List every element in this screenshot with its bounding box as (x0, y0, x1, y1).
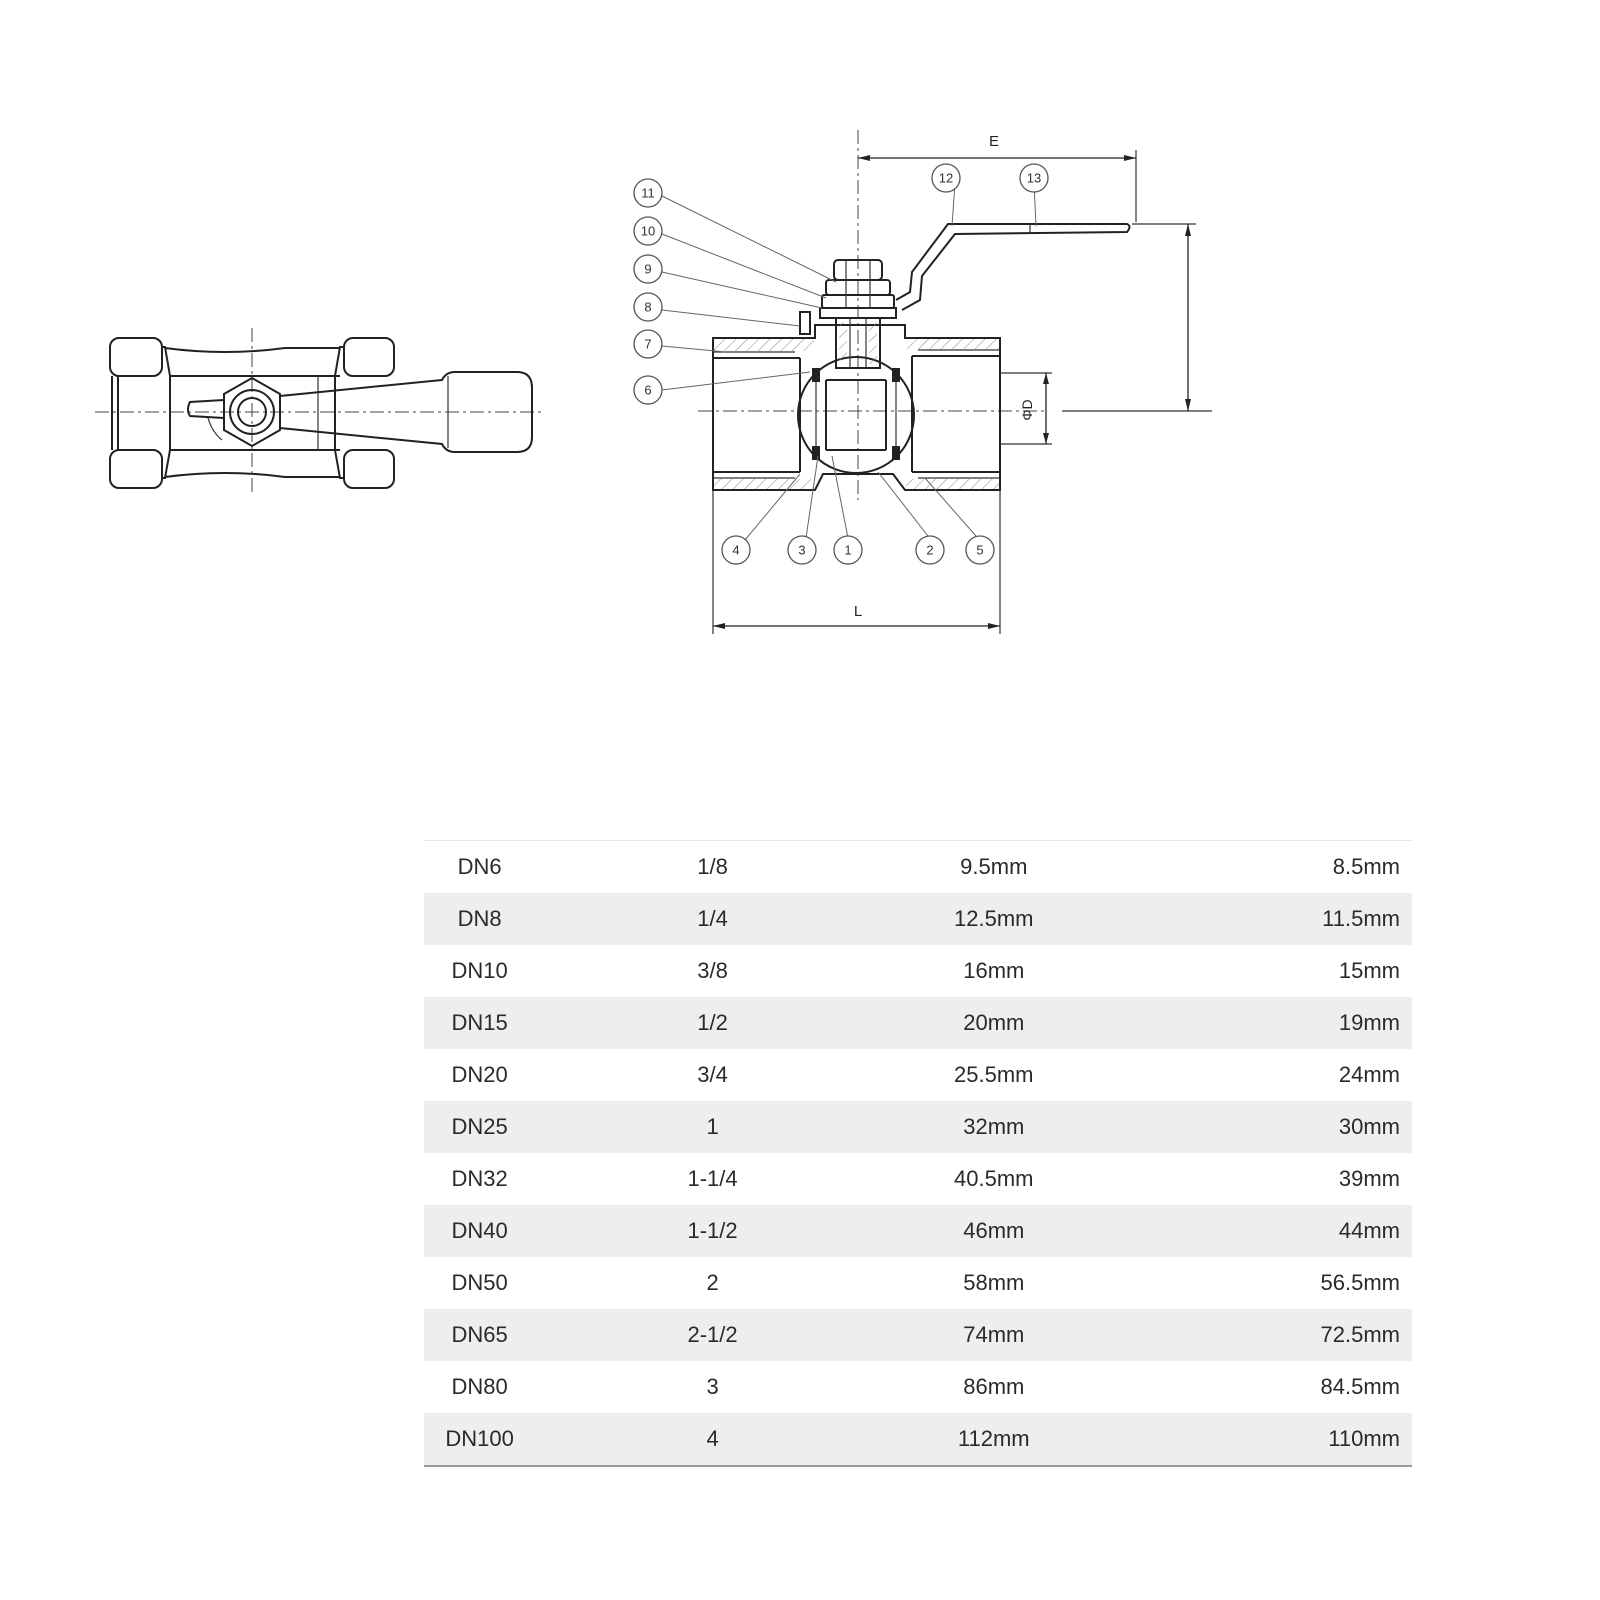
table-cell: 19mm (1098, 997, 1412, 1049)
svg-text:1: 1 (844, 542, 852, 558)
table-cell: DN8 (424, 893, 535, 945)
valve-technical-drawing (0, 0, 1600, 700)
svg-text:6: 6 (644, 382, 652, 398)
svg-text:3: 3 (798, 542, 806, 558)
part-balloon-2 (916, 536, 944, 564)
part-balloon-5 (966, 536, 994, 564)
table-cell: DN100 (424, 1413, 535, 1466)
table-cell: DN6 (457, 854, 502, 879)
table-cell: 25.5mm (954, 1062, 1034, 1087)
table-cell: DN32 (451, 1166, 508, 1191)
spec-table (424, 840, 1412, 1467)
table-row (424, 1101, 1412, 1153)
table-row (424, 1049, 1412, 1101)
table-row (424, 945, 1412, 997)
table-cell: DN20 (451, 1062, 508, 1087)
table-cell: 1/4 (535, 893, 890, 945)
table-cell: 9.5mm (960, 854, 1028, 879)
table-cell: 46mm (890, 1205, 1098, 1257)
table-row (424, 1309, 1412, 1361)
table-cell: 3 (706, 1374, 719, 1399)
valve-top-view (95, 328, 545, 496)
table-cell: 11.5mm (1098, 893, 1412, 945)
part-balloon-6 (634, 376, 662, 404)
part-balloon-13 (1020, 164, 1048, 192)
table-cell: 32mm (890, 1101, 1098, 1153)
table-cell: 16mm (963, 958, 1025, 983)
table-cell: 84.5mm (1320, 1374, 1400, 1399)
svg-text:12: 12 (938, 170, 954, 186)
table-cell: 39mm (1338, 1166, 1400, 1191)
table-cell: 20mm (890, 997, 1098, 1049)
table-cell: 1-1/4 (687, 1166, 738, 1191)
table-cell: 30mm (1098, 1101, 1412, 1153)
table-cell: 8.5mm (1332, 854, 1400, 879)
table-cell: 15mm (1338, 958, 1400, 983)
part-balloon-3 (788, 536, 816, 564)
table-cell: DN40 (424, 1205, 535, 1257)
table-row (424, 997, 1412, 1049)
table-cell: 86mm (963, 1374, 1025, 1399)
table-cell: DN50 (451, 1270, 508, 1295)
table-cell: 1/8 (697, 854, 728, 879)
svg-text:11: 11 (641, 185, 655, 201)
dimension-l-label: L (853, 603, 863, 620)
table-row (424, 1205, 1412, 1257)
table-cell: 40.5mm (954, 1166, 1034, 1191)
table-cell: 4 (535, 1413, 890, 1466)
svg-text:5: 5 (976, 542, 984, 558)
dimension-d-label: ΦD (1019, 399, 1035, 421)
table-cell: 12.5mm (890, 893, 1098, 945)
part-balloon-8 (634, 293, 662, 321)
svg-text:7: 7 (644, 336, 652, 352)
part-balloon-11 (634, 179, 662, 207)
table-cell: 1 (535, 1101, 890, 1153)
svg-text:8: 8 (644, 299, 652, 315)
table-cell: DN65 (424, 1309, 535, 1361)
table-row (424, 1153, 1412, 1205)
table-row (424, 1361, 1412, 1413)
svg-text:10: 10 (640, 223, 656, 239)
table-cell: 3/8 (697, 958, 728, 983)
table-cell: 24mm (1338, 1062, 1400, 1087)
table-row (424, 841, 1412, 894)
table-cell: 44mm (1098, 1205, 1412, 1257)
part-balloon-7 (634, 330, 662, 358)
table-cell: 1/2 (535, 997, 890, 1049)
table-cell: 112mm (890, 1413, 1098, 1466)
part-balloon-10 (634, 217, 662, 245)
table-cell: 110mm (1098, 1413, 1412, 1466)
table-cell: DN80 (451, 1374, 508, 1399)
table-row (424, 1257, 1412, 1309)
svg-text:9: 9 (644, 261, 652, 277)
part-balloon-9 (634, 255, 662, 283)
svg-text:2: 2 (926, 542, 934, 558)
part-balloon-1 (834, 536, 862, 564)
table-cell: 1-1/2 (535, 1205, 890, 1257)
table-cell: 58mm (963, 1270, 1025, 1295)
part-balloon-4 (722, 536, 750, 564)
table-row (424, 1413, 1412, 1466)
table-cell: DN25 (424, 1101, 535, 1153)
table-row (424, 893, 1412, 945)
part-balloon-12 (932, 164, 960, 192)
table-cell: 2 (706, 1270, 719, 1295)
table-cell: 56.5mm (1320, 1270, 1400, 1295)
dimension-e-label: E (988, 133, 1000, 150)
table-cell: 2-1/2 (535, 1309, 890, 1361)
table-cell: 74mm (890, 1309, 1098, 1361)
svg-text:13: 13 (1026, 170, 1042, 186)
table-cell: DN15 (424, 997, 535, 1049)
table-cell: 72.5mm (1098, 1309, 1412, 1361)
spec-table-body (424, 841, 1412, 1467)
table-cell: 3/4 (697, 1062, 728, 1087)
svg-text:4: 4 (732, 542, 740, 558)
table-cell: DN10 (451, 958, 508, 983)
